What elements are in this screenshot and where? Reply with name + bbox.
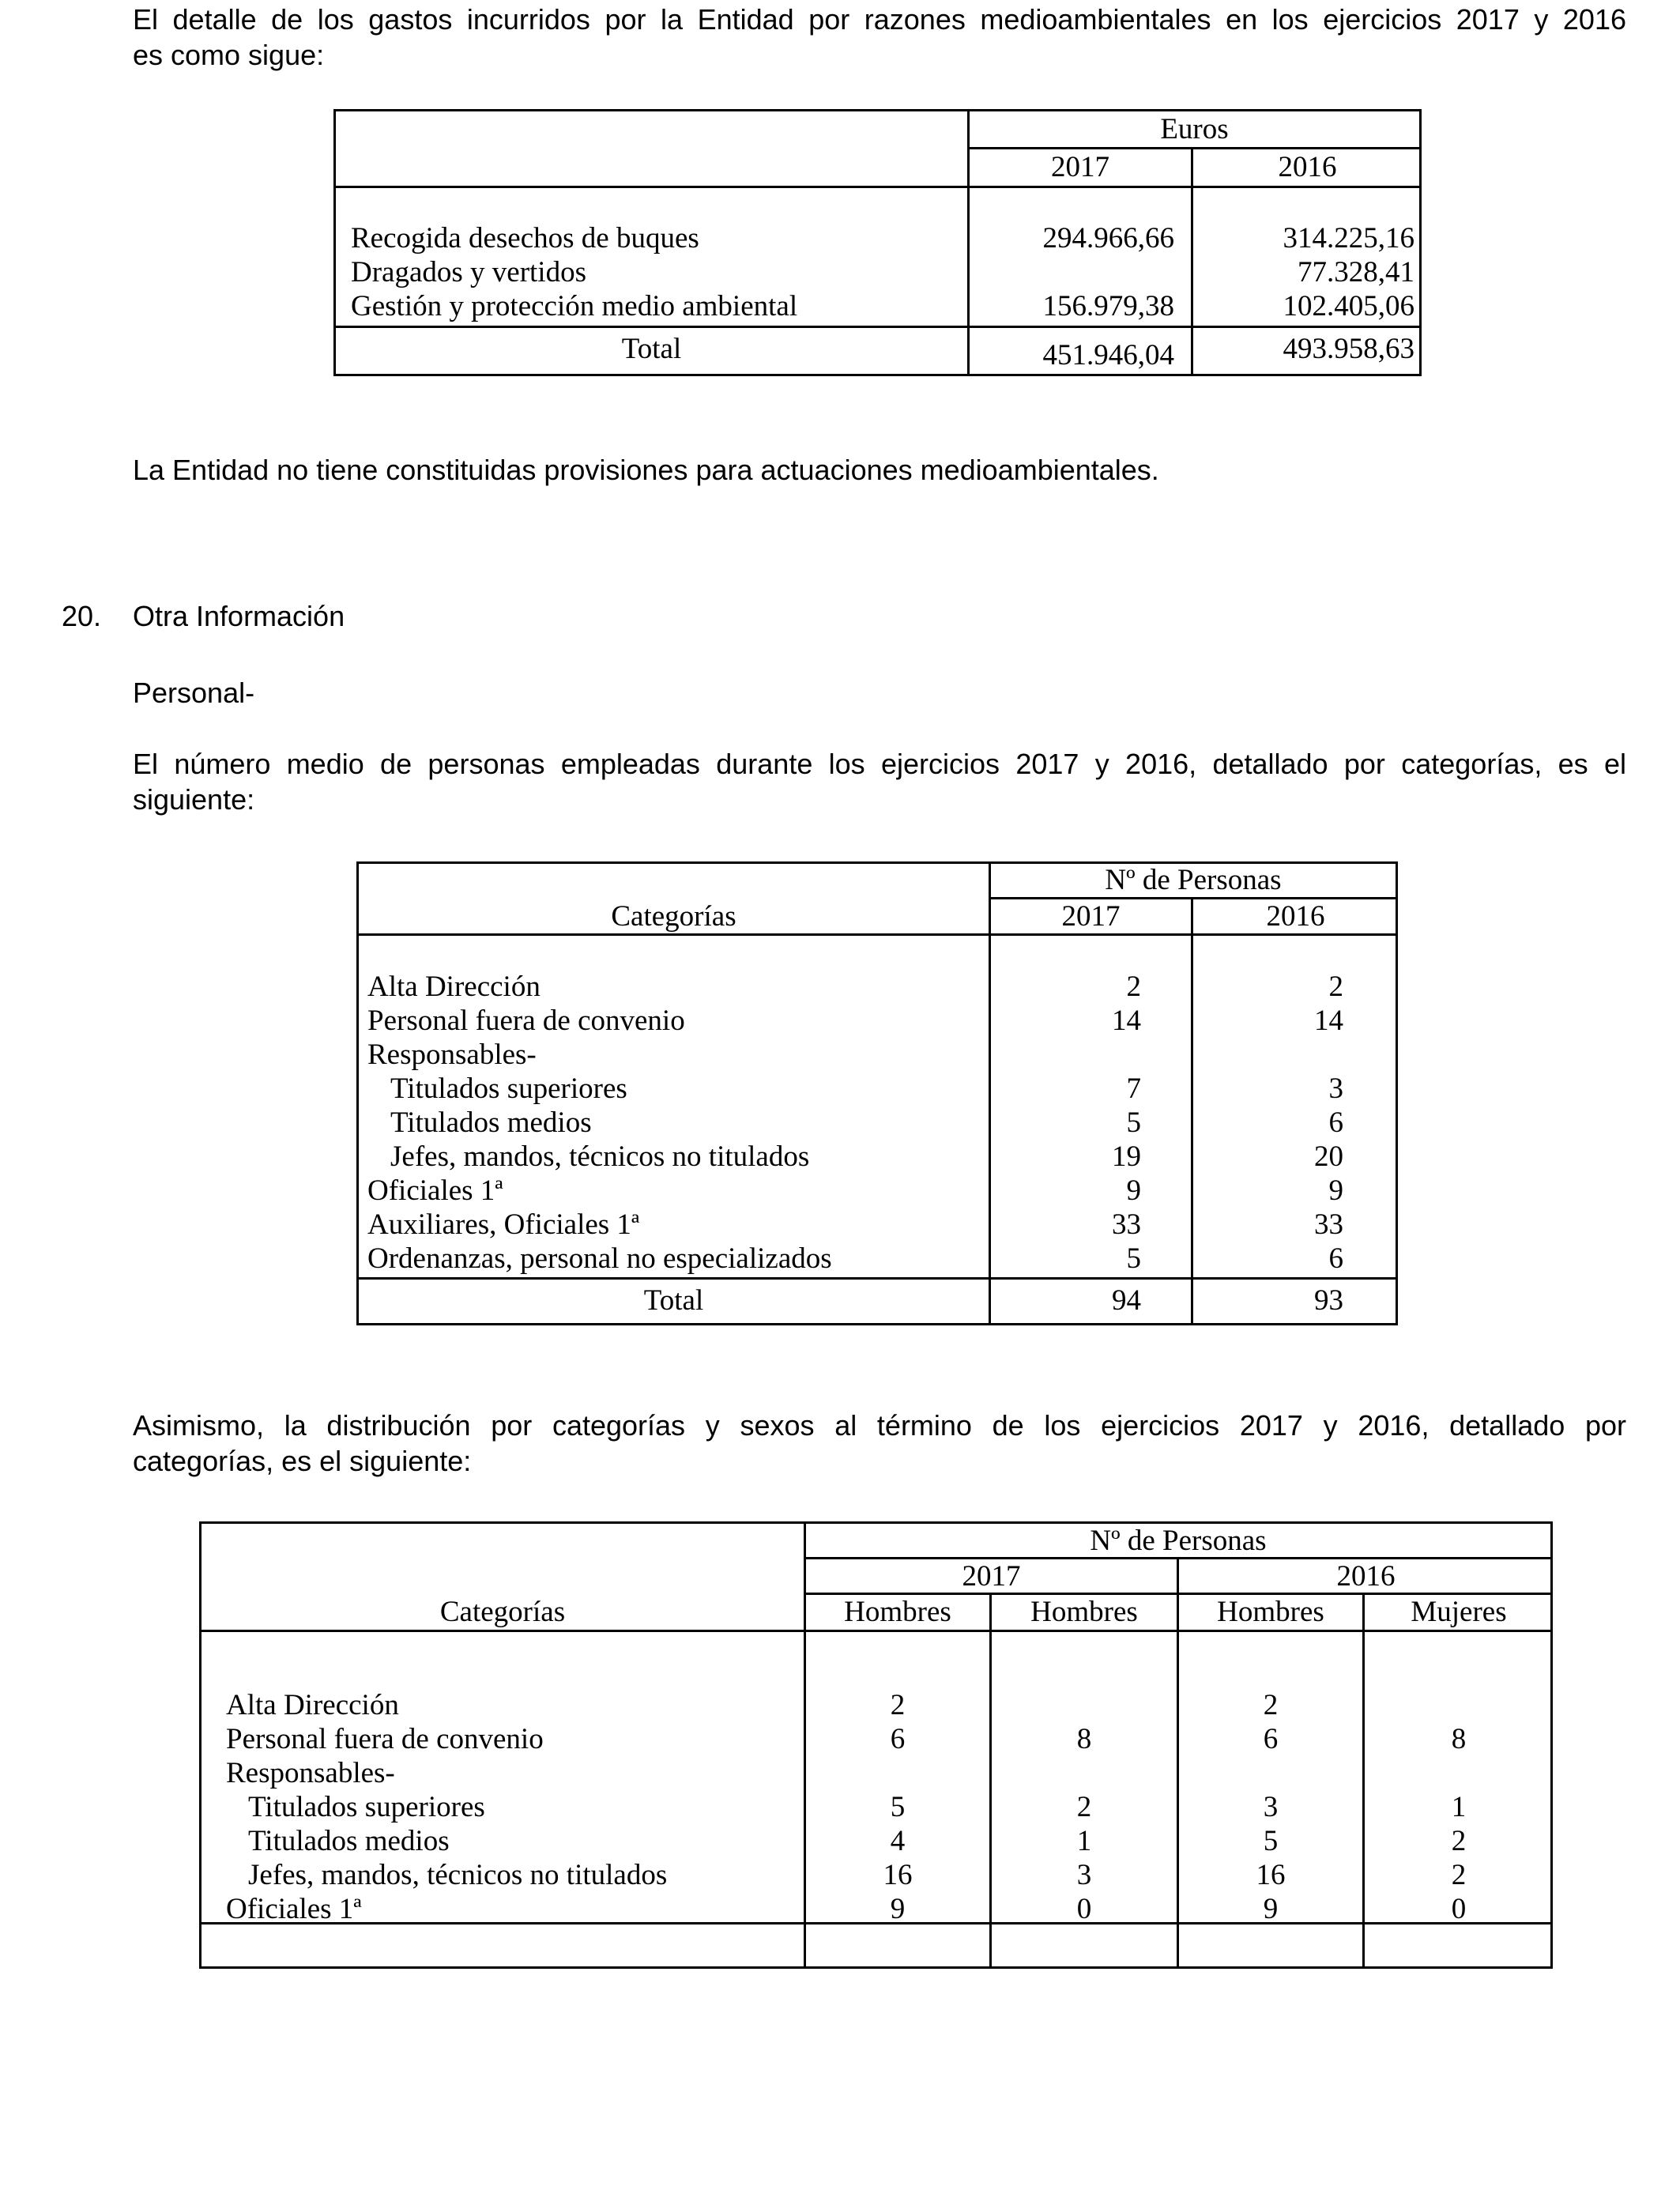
- section-title: Otra Información: [133, 600, 345, 632]
- row-value-2016: 6: [1328, 1242, 1343, 1275]
- row-value-2016: 102.405,06: [1283, 290, 1414, 322]
- cell: 5: [1263, 1825, 1279, 1857]
- para3-line-2: categorías, es el siguiente:: [133, 1445, 472, 1477]
- cell: 16: [1256, 1859, 1286, 1891]
- cell: 6: [890, 1723, 906, 1755]
- row-label: Auxiliares, Oficiales 1ª: [367, 1208, 640, 1241]
- cell: 8: [1451, 1723, 1467, 1755]
- provisions-text: La Entidad no tiene constituidas provisiones para actuaciones medioambientales.: [133, 454, 1159, 486]
- row-label: Jefes, mandos, técnicos no titulados: [390, 1140, 810, 1173]
- row-value-2017: 9: [1126, 1174, 1141, 1207]
- year-2016-header: 2016: [1266, 900, 1325, 933]
- cell: 5: [890, 1791, 906, 1823]
- cell: 0: [1076, 1893, 1092, 1925]
- row-label: Personal fuera de convenio: [226, 1723, 544, 1755]
- row-value-2016: 314.225,16: [1283, 222, 1414, 254]
- row-value-2016: 14: [1314, 1005, 1343, 1037]
- average-staff-paragraph: [133, 746, 1626, 817]
- row-label: Responsables-: [367, 1039, 537, 1071]
- cell: 1: [1451, 1791, 1467, 1823]
- personal-heading: Personal-: [133, 677, 255, 709]
- row-label: Ordenanzas, personal no especializados: [367, 1242, 832, 1275]
- total-2016: 93: [1314, 1284, 1343, 1317]
- year-2017-header: 2017: [1051, 151, 1109, 183]
- cell: 2: [1076, 1791, 1092, 1823]
- row-label: Titulados medios: [248, 1825, 450, 1857]
- row-value-2017: 5: [1126, 1106, 1141, 1139]
- cell: 2: [1263, 1689, 1279, 1721]
- cell: 3: [1263, 1791, 1279, 1823]
- sub-header: Hombres: [1217, 1596, 1324, 1628]
- cell: 4: [890, 1825, 906, 1857]
- row-value-2017: 156.979,38: [1042, 290, 1174, 322]
- row-label: Gestión y protección medio ambiental: [351, 290, 798, 322]
- cell: 16: [883, 1859, 913, 1891]
- cell: 9: [890, 1893, 906, 1925]
- row-label: Personal fuera de convenio: [367, 1005, 685, 1037]
- total-label: Total: [621, 333, 682, 365]
- year-2016-header: 2016: [1336, 1560, 1396, 1593]
- row-label: Recogida desechos de buques: [351, 222, 699, 254]
- gender-distribution-paragraph: [133, 1408, 1626, 1479]
- sub-header: Mujeres: [1411, 1596, 1507, 1628]
- row-value-2016: 6: [1328, 1106, 1343, 1139]
- para3-line-1: Asimismo, la distribución por categorías y sexos al término de los ejercicios 2017 y 2016, detallado por: [133, 1409, 1626, 1442]
- intro-line-1: El detalle de los gastos incurridos por la Entidad por razones medioambientales en los ejercicios 2017 y 2016: [133, 3, 1626, 36]
- section-number: 20.: [62, 600, 102, 632]
- cell: 8: [1076, 1723, 1092, 1755]
- total-2017: 94: [1112, 1284, 1141, 1317]
- row-label: Titulados superiores: [390, 1072, 627, 1105]
- row-label: Alta Dirección: [226, 1689, 399, 1721]
- cell: 2: [1451, 1825, 1467, 1857]
- cell: 2: [1451, 1859, 1467, 1891]
- year-2017-header: 2017: [1061, 900, 1121, 933]
- sub-header: Hombres: [844, 1596, 951, 1628]
- row-label: Oficiales 1ª: [226, 1893, 362, 1925]
- total-2016: 493.958,63: [1283, 333, 1414, 365]
- row-value-2016: 33: [1314, 1208, 1343, 1241]
- row-value-2016: 20: [1314, 1140, 1343, 1173]
- categories-header: Categorías: [439, 1596, 566, 1628]
- year-2016-header: 2016: [1278, 151, 1337, 183]
- total-label: Total: [643, 1284, 704, 1317]
- cell: 9: [1263, 1893, 1279, 1925]
- cell: 0: [1451, 1893, 1467, 1925]
- row-value-2017: 14: [1112, 1005, 1141, 1037]
- year-2017-header: 2017: [962, 1560, 1021, 1593]
- row-value-2016: 9: [1328, 1174, 1343, 1207]
- row-value-2016: 3: [1328, 1072, 1343, 1105]
- row-value-2016: 77.328,41: [1298, 256, 1414, 288]
- cell: 1: [1076, 1825, 1092, 1857]
- row-value-2016: 2: [1328, 971, 1343, 1003]
- cell: 3: [1076, 1859, 1092, 1891]
- intro-paragraph: [133, 2, 1626, 73]
- row-label: Oficiales 1ª: [367, 1174, 503, 1207]
- cell: 6: [1263, 1723, 1279, 1755]
- row-label: Jefes, mandos, técnicos no titulados: [248, 1859, 668, 1891]
- row-value-2017: 5: [1126, 1242, 1141, 1275]
- row-label: Responsables-: [226, 1757, 395, 1789]
- row-value-2017: 294.966,66: [1042, 222, 1174, 254]
- row-value-2017: 19: [1112, 1140, 1141, 1173]
- total-2017: 451.946,04: [1042, 339, 1174, 371]
- para2-line-2: siguiente:: [133, 783, 255, 816]
- intro-line-2: es como sigue:: [133, 39, 325, 71]
- row-label: Alta Dirección: [367, 971, 541, 1003]
- sub-header: Hombres: [1030, 1596, 1138, 1628]
- group-header: Nº de Personas: [1105, 864, 1282, 896]
- euros-header: Euros: [1160, 113, 1229, 145]
- row-value-2017: 33: [1112, 1208, 1141, 1241]
- row-label: Titulados medios: [390, 1106, 592, 1139]
- row-value-2017: 2: [1126, 971, 1141, 1003]
- categories-header: Categorías: [611, 900, 736, 933]
- group-header: Nº de Personas: [1090, 1525, 1267, 1557]
- para2-line-1: El número medio de personas empleadas durante los ejercicios 2017 y 2016, detallado por categorías, es el: [133, 748, 1626, 780]
- row-label: Dragados y vertidos: [351, 256, 586, 288]
- row-label: Titulados superiores: [248, 1791, 485, 1823]
- cell: 2: [890, 1689, 906, 1721]
- row-value-2017: 7: [1126, 1072, 1141, 1105]
